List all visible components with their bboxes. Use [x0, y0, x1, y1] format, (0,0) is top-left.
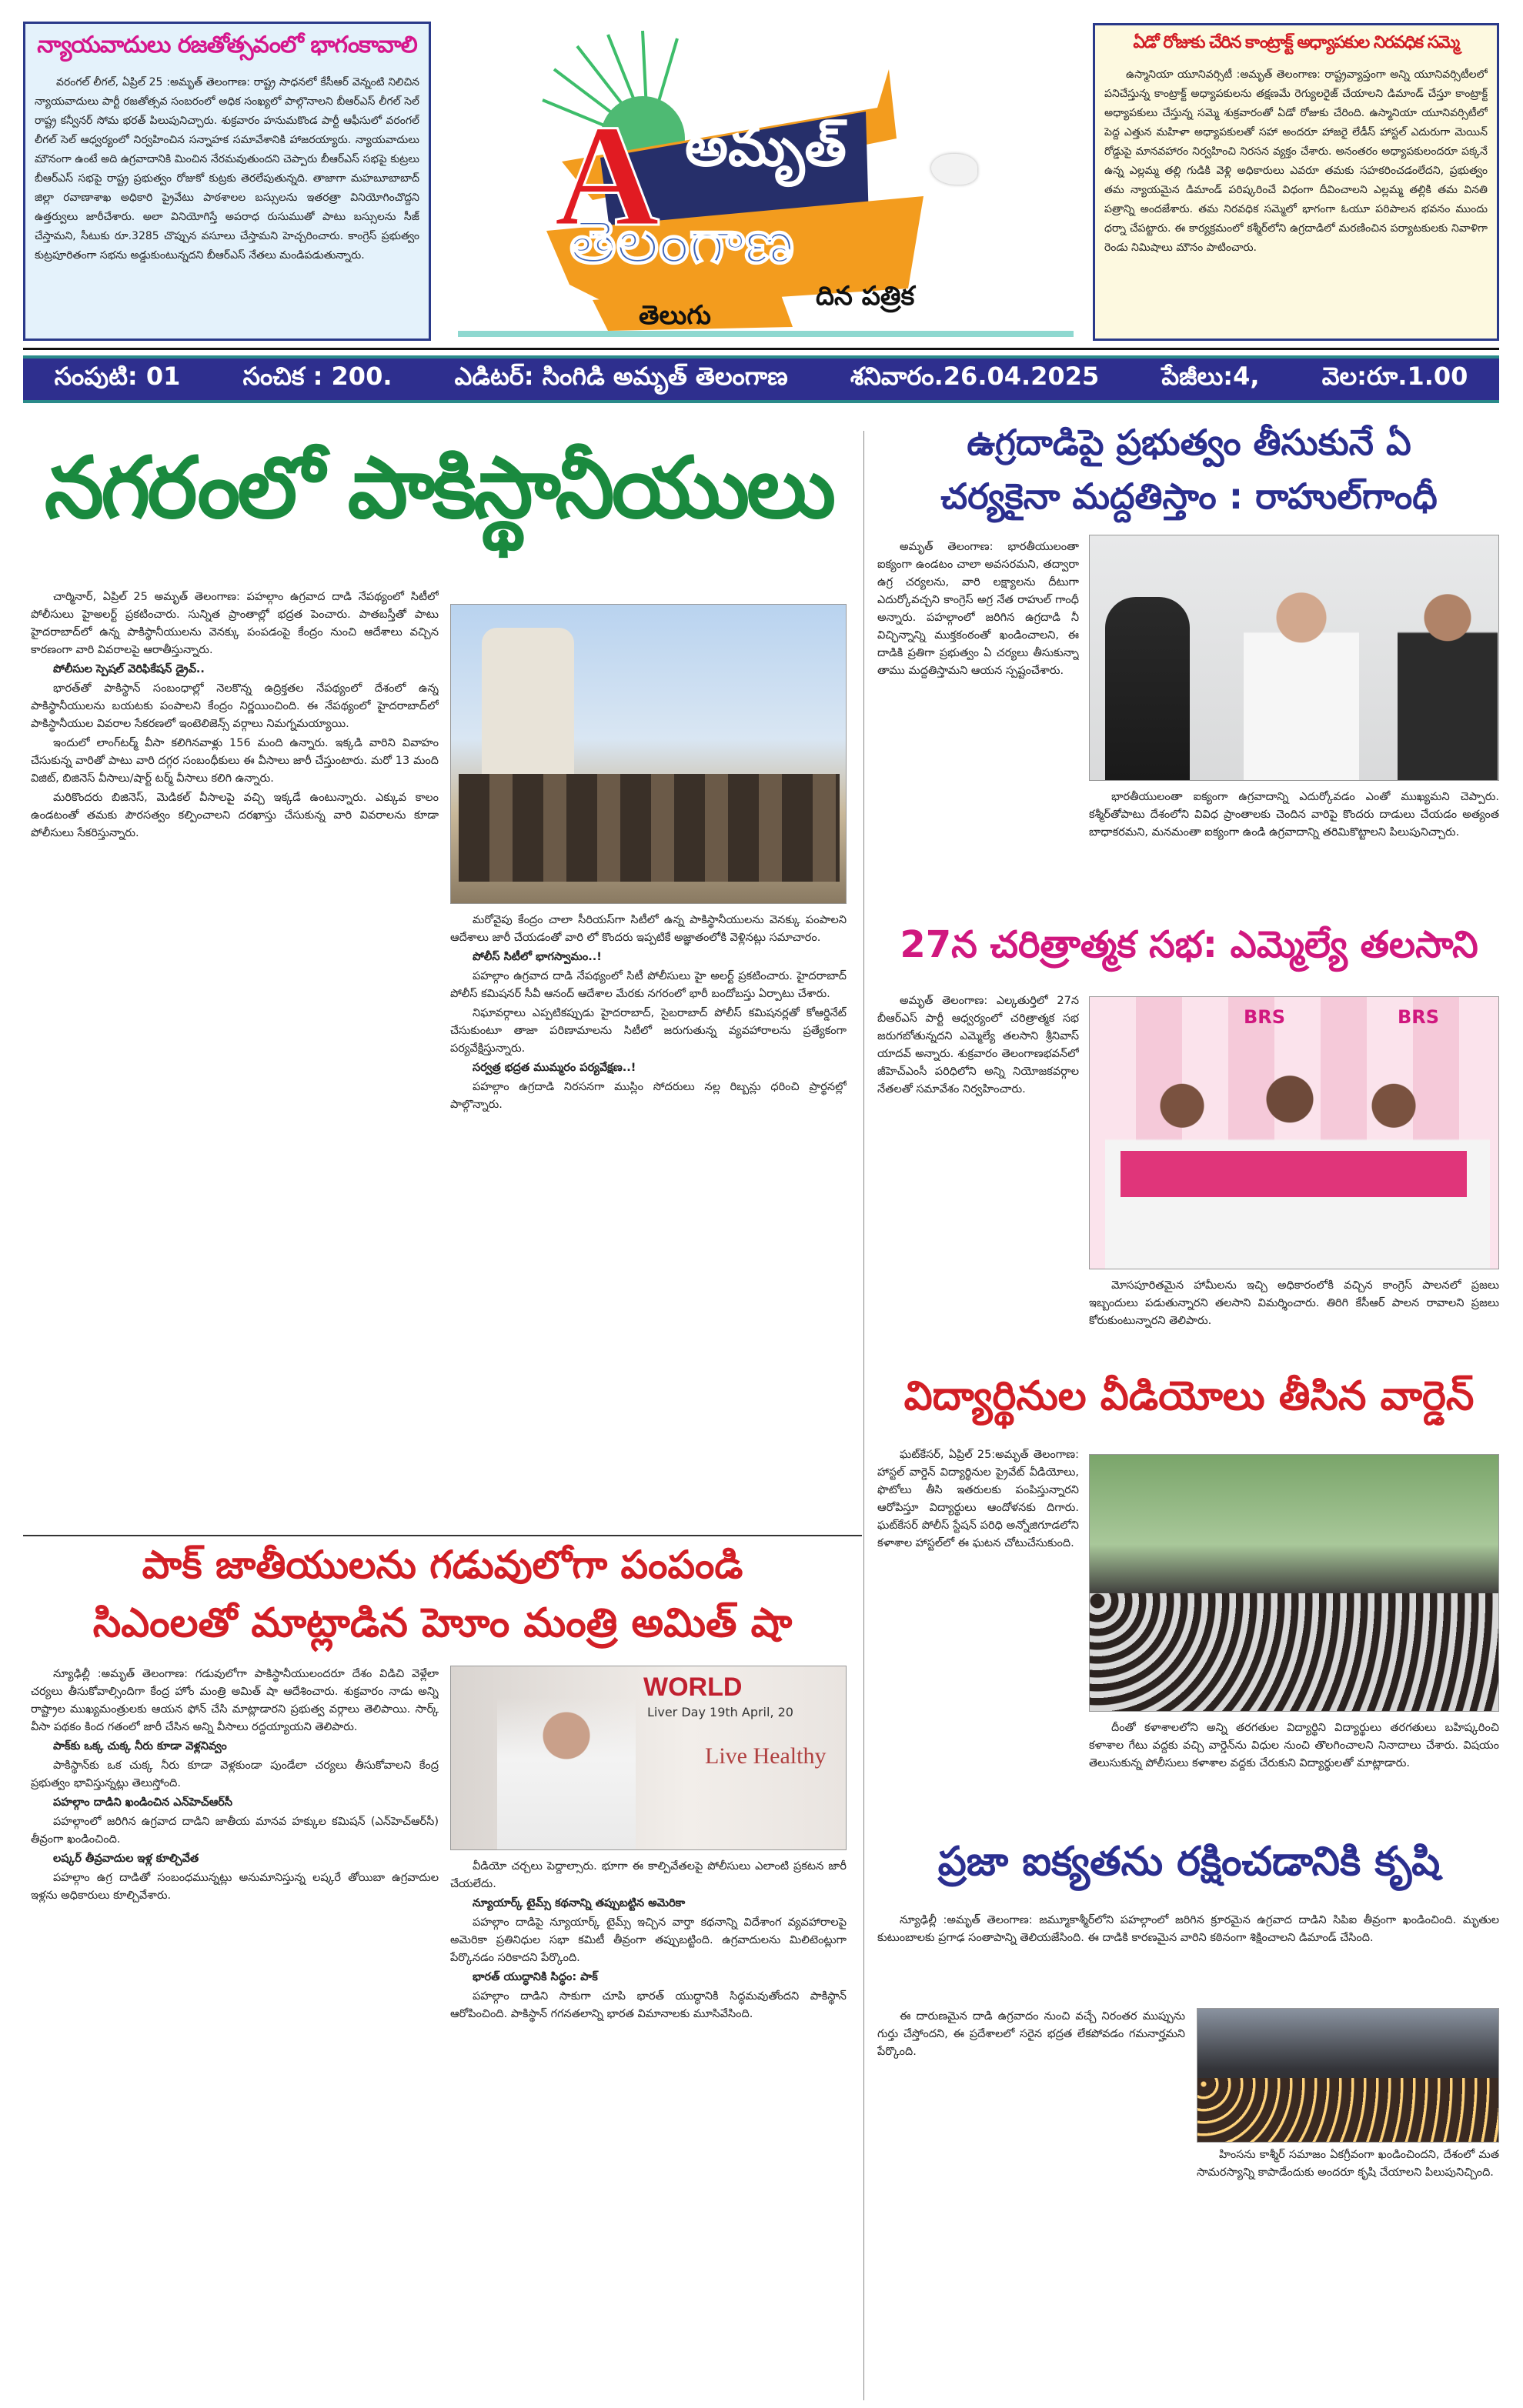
amitshah-para: పహల్గాం దాడిపై న్యూయార్క్ టైమ్స్ ఇచ్చిన వార్తా కథనాన్ని విదేశాంగ వ్యవహారాలపై అమెరికా ప్రతినిధుల సభా కమిటీ తీవ్రంగా తప్పుబట్టింది. ఉగ్రవాదులను మిలిటెంట్లుగా పేర్కొనడం సరికాదని పేర్కొంది.: [450, 1916, 847, 1964]
rahul-para: భారతీయులంతా ఐక్యంగా ఉగ్రవాదాన్ని ఎదుర్కోవడం ఎంతో ముఖ్యమని చెప్పారు. కశ్మీర్‌తోపాటు దేశంలోని వివిధ ప్రాంతాలకు చెందిన వారిపై కొందరు దాడులు చేయడం అత్యంత బాధాకరమని, మనమంతా ఐక్యంగా ఉండి ఉగ్రవాదాన్ని తరిమికొట్టాలని పిలుపునిచ్చారు.: [1089, 791, 1499, 839]
warden-col1: [877, 1446, 1079, 1823]
rahul-para: అమృత్ తెలంగాణ: భారతీయులంతా ఐక్యంగా ఉండటం చాలా అవసరమని, తద్వారా ఉగ్ర చర్యలను, వారి లక్ష్యాలను దీటుగా ఎదుర్కోవచ్చని కాంగ్రెస్ అగ్ర నేత రాహుల్ గాంధీ అన్నారు. పహల్గాంలో జరిగిన ఉగ్రదాడి నీ విచ్ఛిన్నాన్ని ముక్తకంఠంతో ఖండించాలని, ఈ దాడికి ప్రతిగా ప్రభుత్వం ఏ చర్యలు తీసుకున్నా తాము మద్దతిస్తామని ఆయన స్పష్టంచేశారు.: [877, 541, 1079, 677]
unity-para: హింసను కాశ్మీర్ సమాజం ఏకగ్రీవంగా ఖండించిందని, దేశంలో మత సామరస్యాన్ని కాపాడేందుకు అందరూ కృషి చేయాలని పిలుపునిచ్చింది.: [1197, 2149, 1499, 2179]
left-news-box: [23, 22, 431, 341]
left-box-title: న్యాయవాదులు రజతోత్సవంలో భాగంకావాలి: [37, 32, 417, 58]
amitshah-subhead: లష్కర్ తీవ్రవాదుల ఇళ్ల కూల్చివేత: [53, 1853, 199, 1865]
lead-para: చార్మినార్, ఏప్రిల్ 25 అమృత్ తెలంగాణ: పహల్గాం ఉగ్రవాద దాడి నేపథ్యంలో సిటీలో పోలీసులు హైఅలర్ట్ ప్రకటించారు. సున్నిత ప్రాంతాల్లో భద్రత పెంచారు. పాతబస్తీతో పాటు హైదరాబాద్‌లో ఉన్న పాకిస్థానీయులను వెనక్కు పంపడంపై కేంద్రం నుంచి ఆదేశాలు వచ్చిన కారణంగా వారి వివరాలపై ఆరాతీస్తున్నారు.: [31, 591, 439, 656]
amitshah-col2: [450, 1858, 847, 2400]
lead-para: మరోవైపు కేంద్రం చాలా సీరియస్‌గా సిటీలో ఉన్న పాకిస్థానీయులను వెనక్కు పంపాలని ఆదేశాలు జారీ చేయడంతో వారి లో కొందరు ఇప్పటికే అజ్ఞాతంలోకి వెళ్లినట్లు సమాచారం.: [450, 914, 847, 944]
poster-banner: [1121, 1151, 1467, 1197]
left-box-body: [35, 73, 419, 327]
banner-text-world: WORLD: [643, 1673, 743, 1702]
logo-tag-daily: దిన పత్రిక: [816, 281, 915, 312]
right-box-title: ఏడో రోజుకు చేరిన కాంట్రాక్ట్ అధ్యాపకుల నిరవధిక సమ్మె: [1133, 33, 1459, 52]
rahul-gandhi-photo: [1089, 535, 1499, 781]
section-divider: [23, 1535, 862, 1536]
amitshah-subhead: పాక్‌కు ఒక్క చుక్క నీరు కూడా వెళ్లనివ్వం: [53, 1740, 227, 1753]
lead-subhead: పోలీసుల స్పెషల్ వెరిఫికేషన్ డ్రైవ్..: [53, 663, 205, 675]
amitshah-subhead: భారత్ యుద్ధానికి సిద్ధం: పాక్: [473, 1971, 598, 1983]
warden-para: దీంతో కళాశాలలోని అన్ని తరగతుల విద్యార్థిని విద్యార్థులు తరగతులు బహిష్కరించి కళాశాల గేటు వద్దకు వచ్చి వార్డెన్‌ను విధుల నుంచి తొలగించాలని నినాదాలు చేశారు. విషయం తెలుసుకున్న పోలీసులు కళాశాల వద్దకు చేరుకుని విద్యార్థులతో మాట్లాడారు.: [1089, 1722, 1499, 1769]
person-figure: [1398, 582, 1498, 781]
warden-below-photo: [1089, 1719, 1499, 1827]
amitshah-para: పహల్గాం దాడిని సాకుగా చూపి భారత్ యుద్ధానికి సిద్ధమవుతోందని పాకిస్థాన్ ఆరోపించింది. పాకిస్థాన్ గగనతలాన్ని భారత విమానాలకు మూసివేసింది.: [450, 1990, 847, 2020]
column-divider: [863, 431, 864, 2400]
masthead-rule: [23, 348, 1499, 350]
logo-letter-a: A: [554, 95, 660, 257]
logo-word-amrut: అమృత్: [685, 115, 847, 178]
amitshah-photo: [450, 1666, 847, 1850]
volume-number: సంపుటి: 01: [54, 362, 181, 391]
right-box-body: [1104, 65, 1488, 327]
right-news-box: [1093, 23, 1499, 341]
lead-para: పహల్గాం ఉగ్రదాడి నిరసనగా ముస్లిం సోదరులు నల్ల రిబ్బన్లు ధరించి ప్రార్థనల్లో పాల్గొన్నారు.: [450, 1081, 847, 1111]
issue-date: శనివారం.26.04.2025: [850, 362, 1100, 391]
lead-para: పహల్గాం ఉగ్రవాద దాడి నేపథ్యంలో సిటీ పోలీసులు హై అలర్ట్ ప్రకటించారు. హైదరాబాద్ పోలీస్ కమిషనర్ సీవీ ఆనంద్ ఆదేశాల మేరకు నగరంలో భారీ బందోబస్తు ఏర్పాటు చేశారు.: [450, 970, 847, 1000]
warden-headline: విద్యార్థినుల వీడియోలు తీసిన వార్డెన్: [903, 1373, 1475, 1419]
unity-headline: ప్రజా ఐక్యతను రక్షించడానికి కృషి: [937, 1839, 1441, 1885]
banner-text-healthy: Live Healthy: [705, 1743, 827, 1769]
rahul-headline-2: చర్యకైనా మద్దతిస్తాం : రాహుల్‌గాంధీ: [940, 475, 1438, 517]
lead-subhead: సర్వత్ర భద్రత ముమ్మరం పర్యవేక్షణ..!: [473, 1062, 636, 1074]
price: వెల:రూ.1.00: [1321, 362, 1468, 391]
rahul-headline-1: ఉగ్రదాడిపై ప్రభుత్వం తీసుకునే ఏ: [967, 422, 1411, 463]
lead-para: నిఘావర్గాలు ఎప్పటికప్పుడు హైదరాబాద్, సైబరాబాద్ పోలీస్ కమిషనర్లతో కోఆర్డినేట్ చేసుకుంటూ తాజా పరిణామాలను సిటీలో జరుగుతున్న వ్యవహారాలను ప్రత్యేకంగా పర్యవేక్షిస్తున్నారు.: [450, 1007, 847, 1055]
amitshah-para: పహల్గాంలో జరిగిన ఉగ్రవాద దాడిని జాతీయ మానవ హక్కుల కమిషన్ (ఎన్‌హెచ్‌ఆర్‌సీ) తీవ్రంగా ఖండించింది.: [31, 1816, 439, 1846]
charminar-police-photo: [450, 604, 847, 904]
brs-meeting-photo: [1089, 996, 1499, 1269]
unity-top: [877, 1912, 1499, 2004]
talasani-col1: [877, 992, 1079, 1354]
amitshah-headline-2: సిఎంలతో మాట్లాడిన హెూం మంత్రి అమిత్ షా: [92, 1600, 793, 1646]
speaker-figure: [497, 1697, 636, 1850]
lead-subhead: పోలీస్ సిటీలో భాగస్వామం..!: [473, 951, 602, 963]
talasani-headline: 27న చరిత్రాత్మక సభ: ఎమ్మెల్యే తలసాని: [900, 923, 1478, 966]
rahul-col1: [877, 539, 1079, 939]
amitshah-subhead: న్యూయార్క్ టైమ్స్ కథనాన్ని తప్పుబట్టిన అమెరికా: [473, 1897, 686, 1909]
lead-col1: [31, 589, 439, 1527]
lead-col2: [450, 912, 847, 1527]
lead-headline: నగరంలో పాకిస్థానీయులు: [44, 439, 833, 537]
brs-logo-text: BRS: [1398, 1006, 1440, 1028]
amitshah-para: పహల్గాం ఉగ్ర దాడితో సంబంధమున్నట్లు అనుమానిస్తున్న లష్కరే తోయిబా ఉగ్రవాదుల ఇళ్లను అధికారులు కూల్చివేశారు.: [31, 1872, 439, 1902]
unity-para: న్యూఢిల్లీ :అమృత్ తెలంగాణ: జమ్మూకాశ్మీర్‌లోని పహల్గాంలో జరిగిన క్రూరమైన ఉగ్రవాద దాడిని సిపిఐ తీవ్రంగా ఖండించింది. మృతుల కుటుంబాలకు ప్రగాఢ సంతాపాన్ని తెలియజేసింది. ఈ దాడికి కారణమైన వారిని కఠినంగా శిక్షించాలని డిమాండ్ చేసింది.: [877, 1914, 1499, 1944]
unity-para: ఈ దారుణమైన దాడి ఉగ్రవాదం నుంచి వచ్చే నిరంతర ముప్పును గుర్తు చేస్తోందని, ఈ ప్రదేశాలలో సరైన భద్రత లేకపోవడం గమనార్హమని పేర్కొంది.: [877, 2010, 1185, 2058]
lead-para: మరికొందరు బిజినెస్, మెడికల్ వీసాలపై వచ్చి ఇక్కడే ఉంటున్నారు. ఎక్కువ కాలం ఉండటంతో తమకు పౌరసత్వం కల్పించాలని దరఖాస్తు చేసుకున్న వారి వివరాలను కూడా పోలీసులు సేకరిస్తున్నారు.: [31, 792, 439, 839]
left-box-para: వరంగల్ లీగల్, ఏప్రిల్ 25 :అమృత్ తెలంగాణ: రాష్ట్ర సాధనలో కేసీఆర్ వెన్నంటి నిలిచిన న్యాయవాదులు పార్టీ రజతోత్సవ సంబరంలో అధిక సంఖ్యలో పాల్గొనాలని బీఆర్ఎస్ లీగల్ సెల్ రాష్ట్ర కన్వీనర్ సోమ భరత్ పిలుపునిచ్చారు. శుక్రవారం హనుమకొండ పార్టీ ఆఫీసులో వరంగల్ లీగల్ సెల్ ఆధ్వర్యంలో నిర్వహించిన సన్నాహక సమావేశానికి హాజరయ్యారు. న్యాయవాదులు మౌనంగా ఉంటే అది ఉగ్రవాదానికి మించిన నేరమవుతుందని చెప్పారు బీఆర్ఎస్ సభపై కుట్రలు బీఆర్ఎస్ సభపై రాష్ట్ర ప్రభుత్వం రోజుకో కుట్రకు తెరలేపుతున్నది. తాజాగా మహబూబాబాద్ జిల్లా రవాణాశాఖ అధికారి ప్రైవేటు పాఠశాలల బస్సులను ఇతరత్రా వినియోగించొద్దని ఉత్తర్వులు జారీచేశారు. అలా వినియోగిస్తే అపరాధ రుసుముతో పాటు బస్సులను సీజ్ చేస్తామని, సీటుకు రూ.3285 చొప్పున వసూలు చేస్తామని హెచ్చరించారు. కాంగ్రెస్ ప్రభుత్వం కుట్రపూరితంగా సభను అడ్డుకుంటున్నదని బీఆర్ఎస్ నేతలు మండిపడుతున్నారు.: [35, 76, 419, 262]
logo-word-telangana: తెలంగాణ: [569, 208, 794, 277]
talasani-para: అమృత్ తెలంగాణ: ఎల్కతుర్తిలో 27న బీఆర్ఎస్ పార్టీ ఆధ్వర్యంలో చరిత్రాత్మక సభ జరుగబోతున్నదని ఎమ్మెల్యే తలసాని శ్రీనివాస్ యాదవ్ అన్నారు. శుక్రవారం తెలంగాణభవన్‌లో జీహెచ్ఎంసీ పరిధిలోని అన్ని నియోజకవర్గాల నేతలతో సమావేశం నిర్వహించారు.: [877, 995, 1079, 1096]
amitshah-headline-1: పాక్ జాతీయులను గడువులోగా పంపండి: [142, 1543, 743, 1587]
candle-vigil-photo: [1197, 2008, 1499, 2143]
police-horses: [459, 774, 840, 882]
lead-para: భారత్‌తో పాకిస్థాన్ సంబంధాల్లో నెలకొన్న ఉద్రిక్తతల నేపథ్యంలో దేశంలో ఉన్న పాకిస్థానీయులను బయటకు పంపాలని కేంద్రం నిర్ణయించింది. ఈ నేపథ్యంలో హైదరాబాద్‌లో పాకిస్థానీయుల వివరాల సేకరణలో ఇంటెలిజెన్స్ వర్గాలు నిమగ్నమయ్యాయి.: [31, 682, 439, 730]
masthead-logo: [454, 23, 1077, 339]
talasani-para: మోసపూరితమైన హామీలను ఇచ్చి అధికారంలోకి వచ్చిన కాంగ్రెస్ పాలనలో ప్రజలు ఇబ్బందులు పడుతున్నారని తలసాని విమర్శించారు. తిరిగి కేసీఆర్ పాలన రావాలని ప్రజలు కోరుకుంటున్నారని తెలిపారు.: [1089, 1279, 1499, 1327]
candles: [1197, 2078, 1499, 2143]
page-count: పేజీలు:4,: [1161, 362, 1260, 391]
amitshah-para: న్యూఢిల్లీ :అమృత్ తెలంగాణ: గడువులోగా పాకిస్థానీయులందరూ దేశం విడిచి వెళ్లేలా చర్యలు తీసుకోవాల్సిందిగా కేంద్ర హోం మంత్రి అమిత్ షా ఆదేశించారు. శుక్రవారం నాడు అన్ని రాష్ట్రాల ముఖ్యమంత్రులకు ఆయన ఫోన్ చేసి మాట్లాడారని ప్రభుత్వ వర్గాలు తెలిపాయి. సార్క్ వీసా పథకం కింద గతంలో జారీ చేసిన అన్ని వీసాలు రద్దయ్యాయని తెలిపారు.: [31, 1668, 439, 1733]
amitshah-subhead: పహల్గాం దాడిని ఖండించిన ఎన్‌హెచ్‌ఆర్‌సీ: [53, 1796, 233, 1809]
brs-logo-text: BRS: [1244, 1006, 1286, 1028]
amitshah-para: వీడియో చర్చలు పెద్దాల్సారు. భూగా ఈ కాల్పివేతలపై పోలీసులు ఎలాంటి ప్రకటన జారీ చేయలేదు.: [450, 1860, 847, 1890]
warden-para: ఘట్‌కేసర్, ఏప్రిల్ 25:అమృత్ తెలంగాణ: హాస్టల్ వార్డెన్ విద్యార్థినుల ప్రైవేట్ వీడియోలు, ఫొటోలు తీసి ఇతరులకు పంపిస్తున్నారని ఆరోపిస్తూ విద్యార్థులు ఆందోళనకు దిగారు. ఘట్‌కేసర్ పోలీస్ స్టేషన్ పరిధి అన్నోజిగూడలోని కళాశాల హాస్టల్‌లో ఈ ఘటన చోటుచేసుకుంది.: [877, 1449, 1079, 1549]
editor-name: ఎడిటర్: సింగిడి అమృత్ తెలంగాణ: [454, 362, 788, 391]
banner-text-liverday: Liver Day 19th April, 20: [647, 1705, 793, 1719]
amitshah-para: పాకిస్థాన్‌కు ఒక చుక్క నీరు కూడా వెళ్లకుండా పుండేలా చర్యలు తీసుకోవాలని కేంద్ర ప్రభుత్వం భావిస్తున్నట్లు తెలుస్తోంది.: [31, 1759, 439, 1789]
logo-underline: [458, 331, 1074, 337]
student-protest-photo: [1089, 1454, 1499, 1712]
right-box-para: ఉస్మానియా యూనివర్సిటీ :అమృత్ తెలంగాణ: రాష్ట్రవ్యాప్తంగా అన్ని యూనివర్సిటీలలో పనిచేస్తున్న కాంట్రాక్ట్ అధ్యాపకులను తక్షణమే రెగ్యులరైజ్ చేయాలని డిమాండ్ చేస్తూ కాంట్రాక్ట్ అధ్యాపకులు చేస్తున్న సమ్మె శుక్రవారంతో ఏడో రోజుకు చేరింది. ఉస్మానియా యూనివర్సిటీలో పెద్ద ఎత్తున మహిళా అధ్యాపకులతో సహా అందరూ హాజరై లేడీస్ హాస్టల్ ఎదురుగా మెయిన్ రోడ్డుపై మానవహారం నిర్వహించి నిరసన వ్యక్తం చేశారు. అనంతరం అధ్యాపకులందరూ పక్కనే ఉన్న ఎల్లమ్మ తల్లి గుడికి వెళ్లి అధికారులు ఎవరూ తమకు సహకరించడంలేదని, ప్రభుత్వం తమ న్యాయమైన డిమాండ్ పరిష్కరించే విధంగా దీవించాలని ఎల్లమ్మ తల్లికి తమ వినతి పత్రాన్ని అందజేశారు. తమ నిరవధిక సమ్మెలో భాగంగా ఓయూ పరిపాలన భవనం ముందు ధర్నా చేపట్టారు. ఈ కార్యక్రమంలో కశ్మీర్‌లోని ఉగ్రదాడిలో మరణించిన పర్యాటకులకు నివాళిగా రెండు నిమిషాలు మౌనం పాటించారు.: [1104, 68, 1488, 254]
unity-col1: [877, 2008, 1185, 2146]
unity-below-photo: [1197, 2146, 1499, 2400]
lead-para: ఇందులో లాంగ్‌టర్మ్ వీసా కలిగినవాళ్లు 156 మంది ఉన్నారు. ఇక్కడి వారిని వివాహం చేసుకున్న వారితో పాటు వారి దగ్గర సంబంధీకులు ఈ వీసాలు జారీ చేస్తుంటారు. మరో 13 మంది విజిట్, బిజినెస్ వీసాలు/షార్ట్ టర్మ్ వీసాలు కలిగి ఉన్నారు.: [31, 737, 439, 785]
talasani-below-photo: [1089, 1277, 1499, 1362]
issue-number: సంచిక : 200.: [242, 362, 392, 391]
issue-info-bar: [23, 355, 1499, 403]
logo-tag-telugu: తెలుగు: [639, 300, 711, 331]
person-figure: [1105, 597, 1190, 781]
person-figure: [1244, 582, 1359, 781]
crowd: [1090, 1593, 1499, 1712]
amitshah-col1: [31, 1666, 439, 2400]
charminar-shape: [482, 628, 574, 782]
rahul-below-photo: [1089, 789, 1499, 919]
